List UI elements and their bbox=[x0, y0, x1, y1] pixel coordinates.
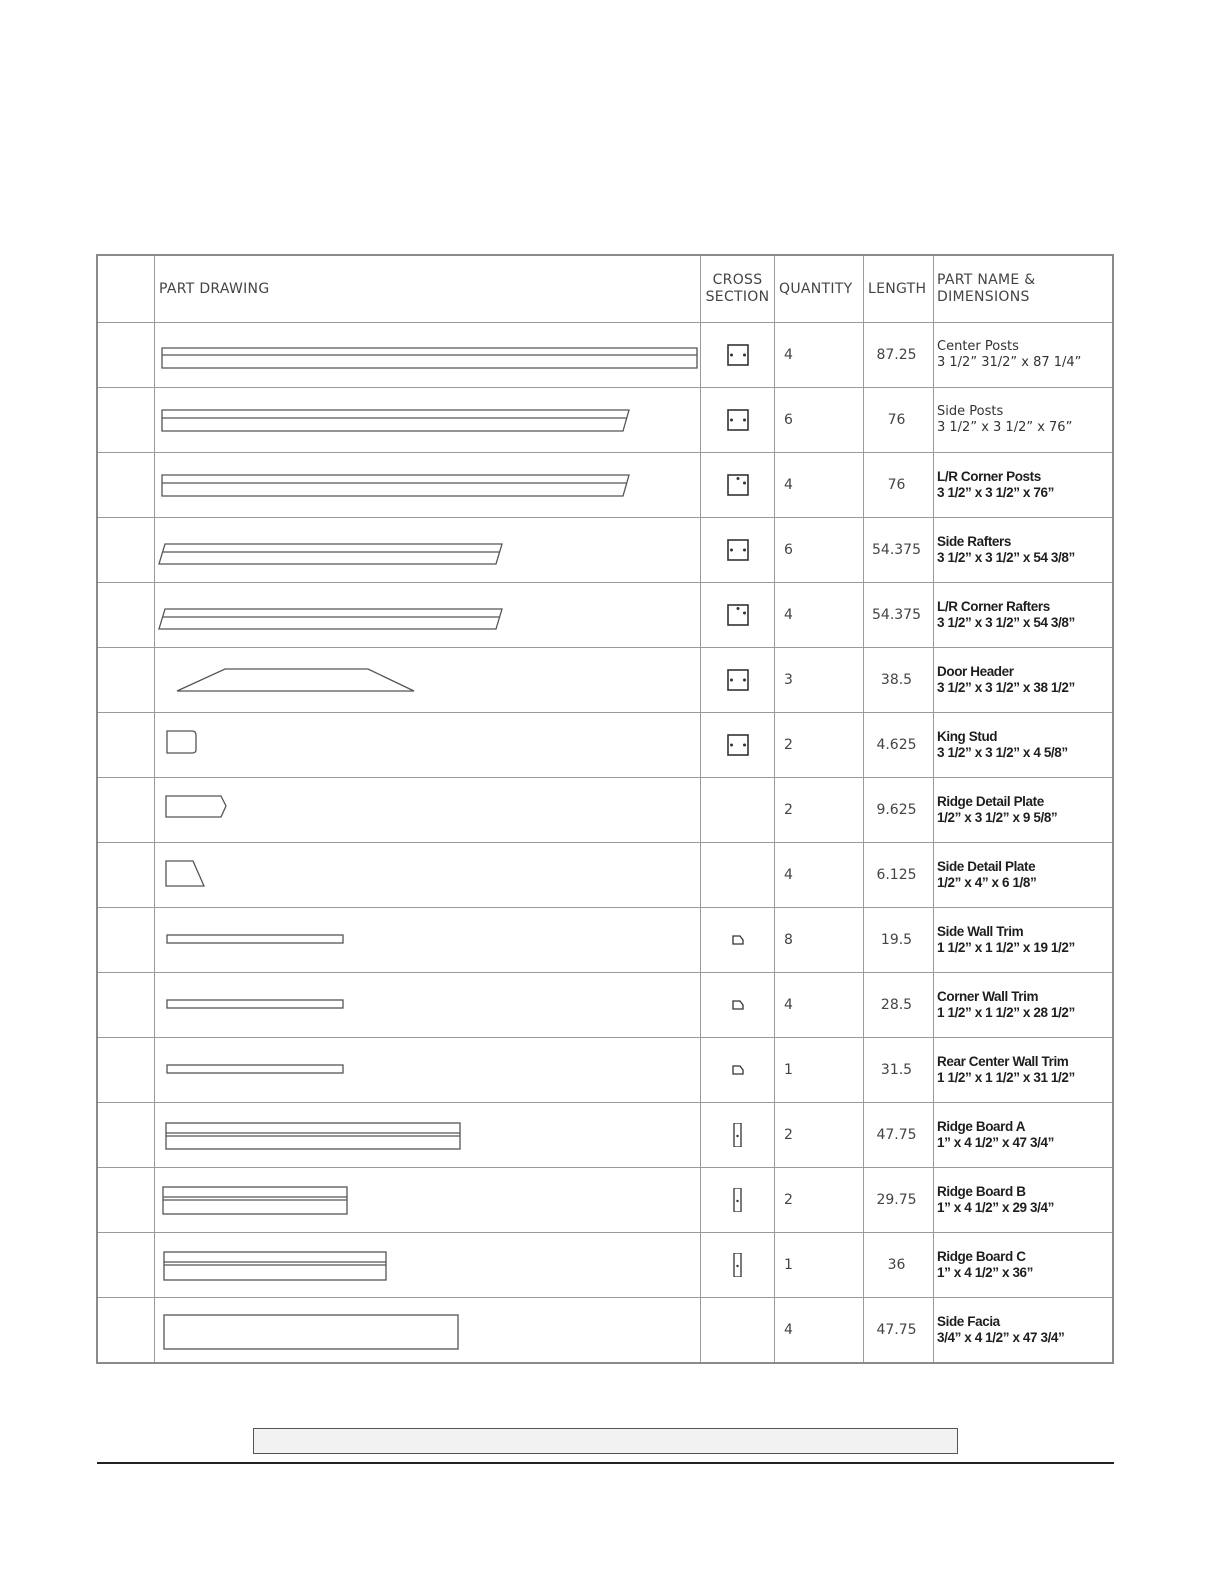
table-row bbox=[98, 322, 1112, 387]
table-row bbox=[98, 1102, 1112, 1167]
quantity-cell bbox=[774, 713, 863, 777]
quantity-value: 2 bbox=[784, 1127, 793, 1143]
part-drawing-trim bbox=[155, 908, 701, 972]
quantity-cell bbox=[774, 323, 863, 387]
table-row bbox=[98, 582, 1112, 647]
part-drawing-small-block bbox=[155, 713, 701, 777]
quantity-cell bbox=[774, 518, 863, 582]
part-drawing-cell bbox=[154, 1103, 700, 1167]
part-drawing-long-post bbox=[155, 323, 701, 387]
quantity-cell bbox=[774, 648, 863, 712]
length-cell bbox=[863, 1038, 933, 1102]
part-name-side-facia: Side Facia bbox=[937, 1314, 1000, 1329]
table-row bbox=[98, 1167, 1112, 1232]
footer-rule bbox=[97, 1462, 1114, 1464]
table-row bbox=[98, 712, 1112, 777]
index-cell bbox=[98, 648, 154, 712]
part-name-cell bbox=[933, 388, 1112, 452]
quantity-value: 3 bbox=[784, 672, 793, 688]
length-value: 36 bbox=[887, 1257, 906, 1273]
length-cell bbox=[863, 583, 933, 647]
quantity-cell bbox=[774, 1038, 863, 1102]
length-value: 6.125 bbox=[876, 867, 917, 883]
length-cell bbox=[863, 648, 933, 712]
length-value: 54.375 bbox=[872, 607, 921, 623]
length-value: 38.5 bbox=[880, 672, 913, 688]
index-cell bbox=[98, 583, 154, 647]
index-cell bbox=[98, 908, 154, 972]
index-cell bbox=[98, 778, 154, 842]
cross-section-cell bbox=[700, 908, 774, 972]
cross-section-cell bbox=[700, 453, 774, 517]
cross-section-cell bbox=[700, 1233, 774, 1297]
part-drawing-cell bbox=[154, 778, 700, 842]
part-name-side-rafters: Side Rafters bbox=[937, 534, 1011, 549]
part-dimensions: 3 1/2” x 3 1/2” x 54 3/8” bbox=[937, 550, 1075, 565]
quantity-cell bbox=[774, 1298, 863, 1362]
part-dimensions: 1/2” x 4” x 6 1/8” bbox=[937, 875, 1037, 890]
part-dimensions: 1 1/2” x 1 1/2” x 31 1/2” bbox=[937, 1070, 1075, 1085]
part-dimensions: 1 1/2” x 1 1/2” x 28 1/2” bbox=[937, 1005, 1075, 1020]
part-drawing-trapezoid bbox=[155, 648, 701, 712]
part-name-ridge-detail-plate: Ridge Detail Plate bbox=[937, 794, 1044, 809]
part-dimensions: 1 1/2” x 1 1/2” x 19 1/2” bbox=[937, 940, 1075, 955]
index-cell bbox=[98, 388, 154, 452]
length-value: 87.25 bbox=[876, 347, 917, 363]
length-cell bbox=[863, 1168, 933, 1232]
part-drawing-angled-post bbox=[155, 453, 701, 517]
part-drawing-rafter bbox=[155, 518, 701, 582]
cross-section-tall-rect-icon bbox=[726, 1253, 750, 1277]
length-cell bbox=[863, 518, 933, 582]
cross-section-square-corner-dots-icon bbox=[726, 473, 750, 497]
part-dimensions: 3 1/2” 31/2” x 87 1/4” bbox=[937, 355, 1082, 370]
cross-section-square-two-dots-icon bbox=[726, 343, 750, 367]
quantity-value: 4 bbox=[784, 997, 793, 1013]
cross-section-tall-rect-icon bbox=[726, 1123, 750, 1147]
length-value: 76 bbox=[887, 412, 906, 428]
part-name-king-stud: King Stud bbox=[937, 729, 998, 744]
table-row bbox=[98, 907, 1112, 972]
part-dimensions: 3 1/2” x 3 1/2” x 76” bbox=[937, 485, 1054, 500]
parts-table bbox=[96, 254, 1114, 1364]
part-drawing-pointed-plate bbox=[155, 778, 701, 842]
part-name-cell bbox=[933, 1103, 1112, 1167]
index-cell bbox=[98, 1038, 154, 1102]
part-drawing-angled-post bbox=[155, 388, 701, 452]
length-value: 76 bbox=[887, 477, 906, 493]
length-value: 28.5 bbox=[880, 997, 913, 1013]
part-dimensions: 3 1/2” x 3 1/2” x 54 3/8” bbox=[937, 615, 1075, 630]
length-value: 29.75 bbox=[876, 1192, 917, 1208]
index-cell bbox=[98, 713, 154, 777]
length-cell bbox=[863, 388, 933, 452]
part-drawing-cell bbox=[154, 908, 700, 972]
cross-section-tall-rect-icon bbox=[726, 1188, 750, 1212]
length-cell bbox=[863, 843, 933, 907]
part-dimensions: 1” x 4 1/2” x 47 3/4” bbox=[937, 1135, 1054, 1150]
part-drawing-ridge-c bbox=[155, 1233, 701, 1297]
part-drawing-trim bbox=[155, 1038, 701, 1102]
quantity-cell bbox=[774, 908, 863, 972]
cross-section-cell bbox=[700, 1103, 774, 1167]
index-cell bbox=[98, 973, 154, 1037]
header-length-label: LENGTH bbox=[868, 280, 927, 297]
cross-section-trim-profile-icon bbox=[726, 1058, 750, 1082]
part-drawing-cell bbox=[154, 648, 700, 712]
part-drawing-cell bbox=[154, 323, 700, 387]
index-cell bbox=[98, 1168, 154, 1232]
length-value: 31.5 bbox=[880, 1062, 913, 1078]
part-name-cell bbox=[933, 778, 1112, 842]
part-name-cell bbox=[933, 583, 1112, 647]
part-drawing-slanted-plate bbox=[155, 843, 701, 907]
quantity-value: 2 bbox=[784, 1192, 793, 1208]
cross-section-cell bbox=[700, 388, 774, 452]
part-drawing-cell bbox=[154, 1168, 700, 1232]
part-dimensions: 3 1/2” x 3 1/2” x 38 1/2” bbox=[937, 680, 1075, 695]
part-name-ridge-board-a: Ridge Board A bbox=[937, 1119, 1026, 1134]
part-name-cell bbox=[933, 843, 1112, 907]
part-drawing-ridge-b bbox=[155, 1168, 701, 1232]
length-value: 4.625 bbox=[876, 737, 917, 753]
index-cell bbox=[98, 453, 154, 517]
part-drawing-cell bbox=[154, 1038, 700, 1102]
part-name-rear-center-wall-trim: Rear Center Wall Trim bbox=[937, 1054, 1069, 1069]
part-name-l-r-corner-rafters: L/R Corner Rafters bbox=[937, 599, 1050, 614]
cross-section-cell bbox=[700, 323, 774, 387]
part-name-corner-wall-trim: Corner Wall Trim bbox=[937, 989, 1039, 1004]
quantity-value: 4 bbox=[784, 867, 793, 883]
length-value: 47.75 bbox=[876, 1322, 917, 1338]
part-name-side-detail-plate: Side Detail Plate bbox=[937, 859, 1036, 874]
part-drawing-trim bbox=[155, 973, 701, 1037]
quantity-value: 4 bbox=[784, 607, 793, 623]
index-cell bbox=[98, 1103, 154, 1167]
part-name-cell bbox=[933, 1233, 1112, 1297]
part-name-cell bbox=[933, 323, 1112, 387]
part-dimensions: 1/2” x 3 1/2” x 9 5/8” bbox=[937, 810, 1058, 825]
length-value: 47.75 bbox=[876, 1127, 917, 1143]
table-row bbox=[98, 1297, 1112, 1362]
part-name-cell bbox=[933, 973, 1112, 1037]
part-drawing-ridge-a bbox=[155, 1103, 701, 1167]
cross-section-cell bbox=[700, 583, 774, 647]
part-name-cell bbox=[933, 1038, 1112, 1102]
quantity-value: 4 bbox=[784, 1322, 793, 1338]
index-cell bbox=[98, 323, 154, 387]
quantity-value: 2 bbox=[784, 802, 793, 818]
length-cell bbox=[863, 973, 933, 1037]
part-dimensions: 3/4” x 4 1/2” x 47 3/4” bbox=[937, 1330, 1065, 1345]
cross-section-square-two-dots-icon bbox=[726, 733, 750, 757]
cross-section-trim-profile-icon bbox=[726, 928, 750, 952]
table-header-row bbox=[98, 256, 1112, 322]
cross-section-cell bbox=[700, 1038, 774, 1102]
table-row bbox=[98, 842, 1112, 907]
part-name-ridge-board-c: Ridge Board C bbox=[937, 1249, 1026, 1264]
length-cell bbox=[863, 1103, 933, 1167]
part-name-l-r-corner-posts: L/R Corner Posts bbox=[937, 469, 1041, 484]
part-name-cell bbox=[933, 648, 1112, 712]
part-name-cell bbox=[933, 518, 1112, 582]
part-drawing-cell bbox=[154, 1233, 700, 1297]
cross-section-square-two-dots-icon bbox=[726, 668, 750, 692]
quantity-value: 4 bbox=[784, 347, 793, 363]
cross-section-square-two-dots-icon bbox=[726, 408, 750, 432]
part-drawing-cell bbox=[154, 973, 700, 1037]
part-dimensions: 1” x 4 1/2” x 29 3/4” bbox=[937, 1200, 1054, 1215]
quantity-cell bbox=[774, 973, 863, 1037]
table-row bbox=[98, 777, 1112, 842]
quantity-cell bbox=[774, 583, 863, 647]
part-drawing-cell bbox=[154, 713, 700, 777]
cross-section-cell bbox=[700, 1168, 774, 1232]
table-row bbox=[98, 387, 1112, 452]
part-dimensions: 3 1/2” x 3 1/2” x 4 5/8” bbox=[937, 745, 1068, 760]
index-cell bbox=[98, 518, 154, 582]
quantity-cell bbox=[774, 778, 863, 842]
part-name-cell bbox=[933, 713, 1112, 777]
quantity-cell bbox=[774, 1233, 863, 1297]
quantity-cell bbox=[774, 843, 863, 907]
length-value: 9.625 bbox=[876, 802, 917, 818]
part-drawing-cell bbox=[154, 388, 700, 452]
part-drawing-cell bbox=[154, 518, 700, 582]
quantity-cell bbox=[774, 1168, 863, 1232]
cross-section-square-corner-dots-icon bbox=[726, 603, 750, 627]
cross-section-cell bbox=[700, 843, 774, 907]
length-cell bbox=[863, 1233, 933, 1297]
quantity-value: 2 bbox=[784, 737, 793, 753]
part-name-cell bbox=[933, 908, 1112, 972]
part-drawing-cell bbox=[154, 453, 700, 517]
cross-section-cell bbox=[700, 518, 774, 582]
part-name-ridge-board-b: Ridge Board B bbox=[937, 1184, 1026, 1199]
header-quantity-label: QUANTITY bbox=[779, 280, 853, 297]
part-name-side-wall-trim: Side Wall Trim bbox=[937, 924, 1024, 939]
quantity-cell bbox=[774, 388, 863, 452]
header-part-name-line1: PART NAME & bbox=[937, 272, 1036, 288]
cross-section-cell bbox=[700, 973, 774, 1037]
length-cell bbox=[863, 778, 933, 842]
length-cell bbox=[863, 1298, 933, 1362]
part-name-door-header: Door Header bbox=[937, 664, 1014, 679]
header-part-drawing-label: PART DRAWING bbox=[159, 280, 270, 297]
cross-section-cell bbox=[700, 713, 774, 777]
header-quantity bbox=[774, 256, 863, 322]
header-cross-section-line1: CROSS bbox=[712, 272, 763, 288]
quantity-value: 4 bbox=[784, 477, 793, 493]
part-name-cell bbox=[933, 1298, 1112, 1362]
header-length bbox=[863, 256, 933, 322]
quantity-value: 8 bbox=[784, 932, 793, 948]
quantity-cell bbox=[774, 453, 863, 517]
cross-section-cell bbox=[700, 648, 774, 712]
quantity-value: 6 bbox=[784, 412, 793, 428]
header-part-name bbox=[933, 256, 1112, 322]
table-row bbox=[98, 517, 1112, 582]
cross-section-square-two-dots-icon bbox=[726, 538, 750, 562]
table-row bbox=[98, 647, 1112, 712]
cross-section-cell bbox=[700, 778, 774, 842]
part-drawing-cell bbox=[154, 1298, 700, 1362]
part-dimensions: 3 1/2” x 3 1/2” x 76” bbox=[937, 420, 1073, 435]
length-cell bbox=[863, 713, 933, 777]
table-row bbox=[98, 1037, 1112, 1102]
index-cell bbox=[98, 843, 154, 907]
cross-section-cell bbox=[700, 1298, 774, 1362]
footer-box bbox=[253, 1428, 958, 1454]
cross-section-trim-profile-icon bbox=[726, 993, 750, 1017]
part-name-cell bbox=[933, 453, 1112, 517]
part-drawing-rafter bbox=[155, 583, 701, 647]
part-name-side-posts: Side Posts bbox=[937, 404, 1004, 419]
length-value: 19.5 bbox=[880, 932, 913, 948]
length-cell bbox=[863, 453, 933, 517]
header-part-name-line2: DIMENSIONS bbox=[937, 289, 1030, 305]
part-drawing-cell bbox=[154, 583, 700, 647]
quantity-value: 1 bbox=[784, 1257, 793, 1273]
length-value: 54.375 bbox=[872, 542, 921, 558]
header-part-drawing bbox=[154, 256, 700, 322]
length-cell bbox=[863, 323, 933, 387]
length-cell bbox=[863, 908, 933, 972]
quantity-value: 6 bbox=[784, 542, 793, 558]
quantity-value: 1 bbox=[784, 1062, 793, 1078]
quantity-cell bbox=[774, 1103, 863, 1167]
table-row bbox=[98, 1232, 1112, 1297]
part-drawing-cell bbox=[154, 843, 700, 907]
index-cell bbox=[98, 1233, 154, 1297]
part-name-cell bbox=[933, 1168, 1112, 1232]
part-drawing-facia bbox=[155, 1298, 701, 1362]
table-row bbox=[98, 452, 1112, 517]
header-index-cell bbox=[98, 256, 154, 322]
part-dimensions: 1” x 4 1/2” x 36” bbox=[937, 1265, 1034, 1280]
table-row bbox=[98, 972, 1112, 1037]
header-cross-section bbox=[700, 256, 774, 322]
header-cross-section-line2: SECTION bbox=[705, 289, 770, 305]
part-name-center-posts: Center Posts bbox=[937, 339, 1019, 354]
index-cell bbox=[98, 1298, 154, 1362]
